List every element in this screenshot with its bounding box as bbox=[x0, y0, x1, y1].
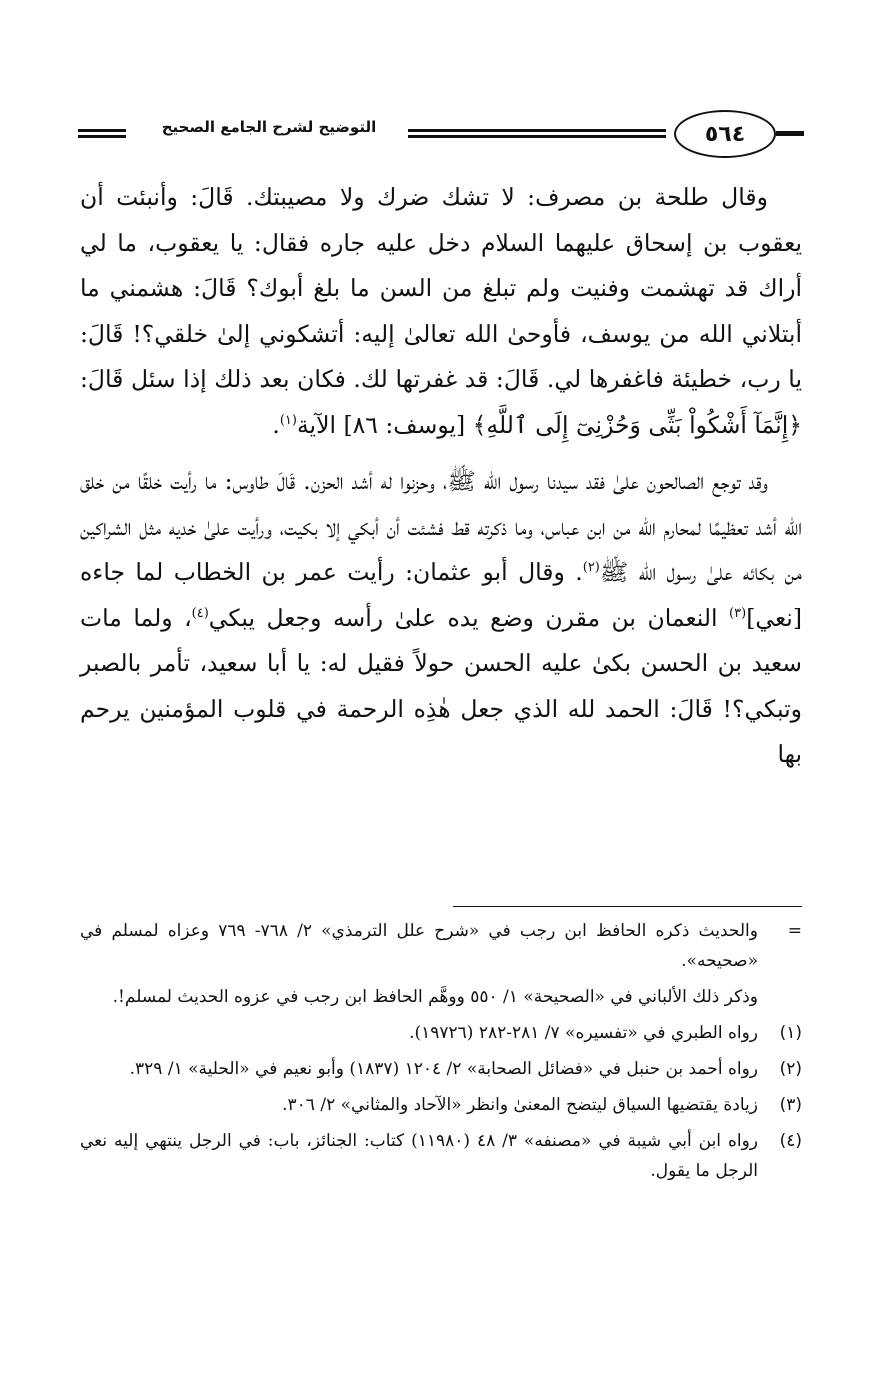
main-text bbox=[80, 175, 802, 778]
footnote-mark: (٤) bbox=[779, 1131, 802, 1151]
footnote-continuation-2 bbox=[80, 982, 802, 1012]
footnote-ref-1: (١) bbox=[279, 412, 297, 428]
footnote-mark: (٢) bbox=[779, 1059, 802, 1079]
page-header bbox=[78, 104, 804, 162]
running-title: التوضيح لشرح الجامع الصحيح bbox=[161, 118, 377, 136]
footnote-ref-3: (٣) bbox=[729, 605, 747, 621]
footnote-ref-4: (٤) bbox=[191, 605, 209, 621]
footnote-mark bbox=[758, 982, 802, 1012]
footnote-continuation bbox=[80, 916, 802, 976]
footnote-1 bbox=[80, 1018, 802, 1048]
paragraph-1-text: وقال طلحة بن مصرف: لا تشك ضرك ولا مصيبتك. قَالَ: وأنبئت أن يعقوب بن إسحاق عليهما السلام دخل عليه جاره فقال: يا يعقوب، ما لي أراك قد تهشمت وفنيت ولم تبلغ من السن ما بلغ أبوك؟ قَالَ: هشمني ما أبتلاني الله من يوسف، فأوحىٰ الله تعالىٰ إليه: أتشكوني إلىٰ خلقي؟! قَالَ: يا رب، خطيئة فاغفرها لي. قَالَ: قد غفرتها لك. فكان بعد ذلك إذا سئل قَالَ: ﴿إِنَّمَآ أَشْكُواْ بَثِّى وَحُزْنِىٓ إِلَى ٱللَّهِ﴾ [يوسف: ٨٦] الآية bbox=[80, 183, 802, 439]
footnote-2 bbox=[80, 1054, 802, 1084]
header-rule-tail bbox=[776, 131, 804, 136]
paragraph-2-text-a: وقد توجع الصالحون علىٰ فقد سيدنا رسول الله ﷺ، وحزنوا له أشد الحزن. قَالَ طاوس: ما رأيت خلقًا من خلق الله أشد تعظيمًا لمحارم الله من ابن عباس، وما ذكرته قط فشئت أن أبكي إلا بكيت، ورأيت علىٰ خديه مثل الشراكين من بكائه علىٰ رسول الله ﷺ bbox=[80, 467, 802, 586]
footnote-mark: (٣) bbox=[779, 1095, 802, 1115]
footnote-text: رواه الطبري في «تفسيره» ٧/ ٢٨١-٢٨٢ (١٩٧٢٦). bbox=[409, 1023, 758, 1043]
footnote-mark: (١) bbox=[779, 1023, 802, 1043]
footnote-text: رواه أحمد بن حنبل في «فضائل الصحابة» ٢/ ١٢٠٤ (١٨٣٧) وأبو نعيم في «الحلية» ١/ ٣٢٩. bbox=[129, 1059, 758, 1079]
header-rule-left bbox=[78, 129, 126, 138]
header-rule-right bbox=[408, 129, 666, 138]
footnote-text: وذكر ذلك الألباني في «الصحيحة» ١/ ٥٥٠ ووهَّم الحافظ ابن رجب في عزوه الحديث لمسلم!. bbox=[112, 987, 758, 1007]
footnote-3 bbox=[80, 1090, 802, 1120]
paragraph-1-end: . bbox=[272, 410, 280, 439]
footnote-text: والحديث ذكره الحافظ ابن رجب في «شرح علل الترمذي» ٢/ ٧٦٨- ٧٦٩ وعزاه لمسلم في «صحيحه». bbox=[80, 921, 758, 971]
footnote-4 bbox=[80, 1126, 802, 1186]
page-number-frame bbox=[674, 110, 776, 158]
footnote-ref-2: (٢) bbox=[582, 560, 600, 576]
paragraph-1 bbox=[80, 175, 802, 448]
footnotes bbox=[80, 916, 802, 1192]
paragraph-2 bbox=[80, 459, 802, 778]
paragraph-2-text-d: ، ولما مات سعيد بن الحسن بكىٰ عليه الحسن حولاً فقيل له: يا أبا سعيد، تأمر بالصبر وتبكي؟! قَالَ: الحمد لله الذي جعل هٰذِه الرحمة في قلوب المؤمنين يرحم بها bbox=[80, 603, 802, 768]
page-number: ٥٦٤ bbox=[704, 121, 746, 147]
paragraph-2-text-b: . وقال أبو عثمان: رأيت عمر بن الخطاب لما جاءه [نعي] bbox=[80, 558, 802, 632]
paragraph-2-text-c: النعمان بن مقرن وضع يده علىٰ رأسه وجعل يبكي bbox=[208, 603, 730, 632]
footnote-separator bbox=[453, 906, 802, 907]
footnote-text: رواه ابن أبي شيبة في «مصنفه» ٣/ ٤٨ (١١٩٨٠) كتاب: الجنائز، باب: في الرجل ينتهي إليه نعي الرجل ما يقول. bbox=[80, 1131, 758, 1181]
footnote-mark: = bbox=[787, 921, 802, 941]
footnote-text: زيادة يقتضيها السياق ليتضح المعنىٰ وانظر «الآحاد والمثاني» ٢/ ٣٠٦. bbox=[282, 1095, 758, 1115]
